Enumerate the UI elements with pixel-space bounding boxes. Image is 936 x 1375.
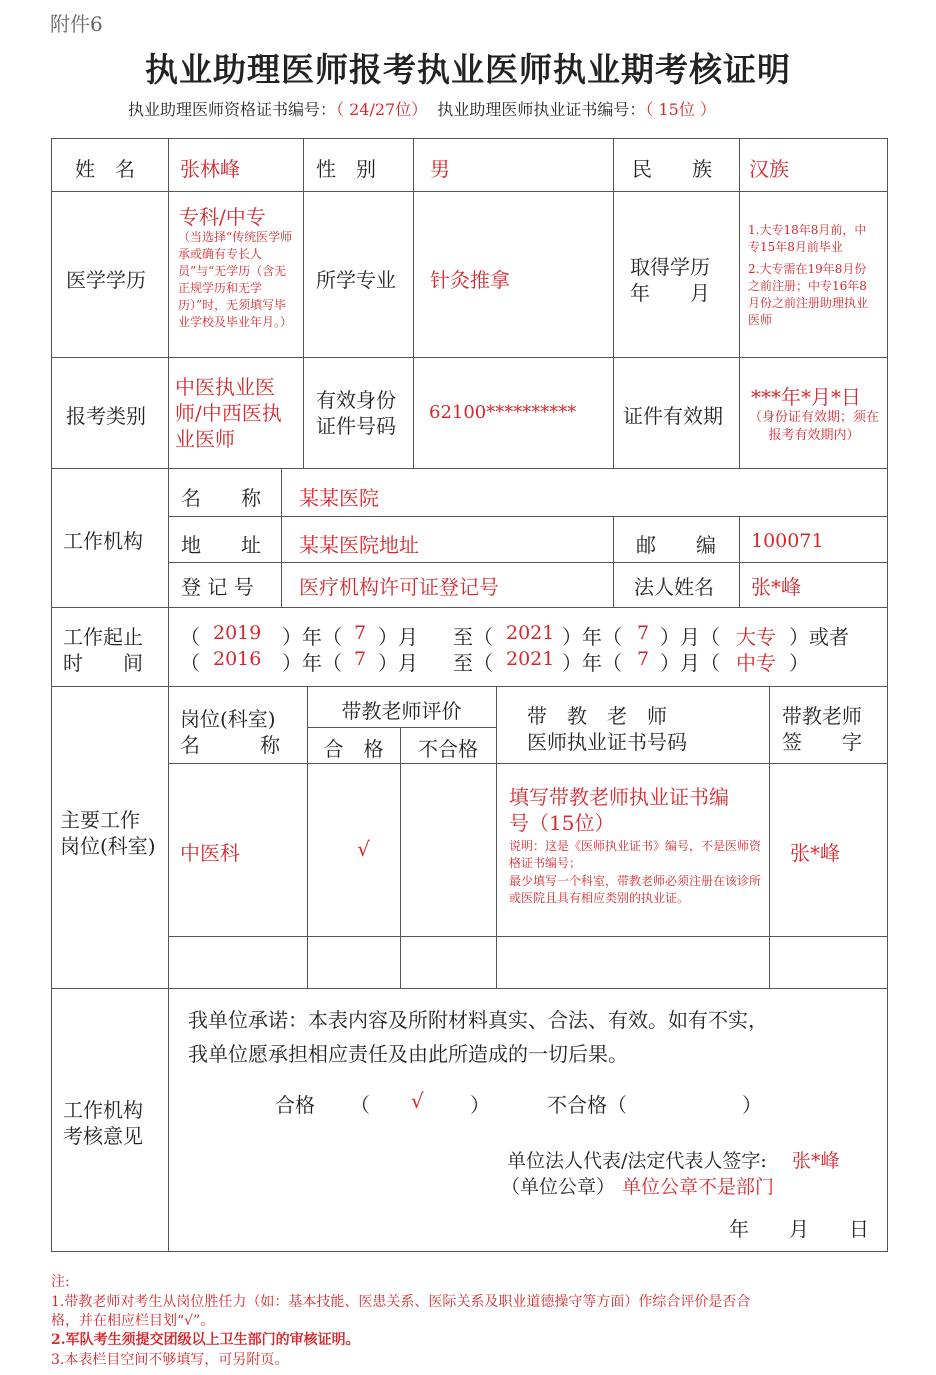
org-addr-label: 地 址 bbox=[181, 533, 261, 557]
paren-open: （ bbox=[180, 625, 200, 649]
cert-note-2: 最少填写一个科室，带教老师必须注册在该诊所或医院且具有相应类别的执业证。 bbox=[509, 874, 762, 905]
ethnic-label: 民 族 bbox=[632, 157, 712, 181]
review-label: 工作机构 bbox=[63, 1098, 143, 1122]
prac-cert-hint: （ 15位 ） bbox=[645, 100, 716, 119]
note-2: 2.军队考生须提交团级以上卫生部门的审核证明。 bbox=[51, 1332, 360, 1348]
level-tail-1: ）或者 bbox=[789, 625, 849, 649]
qual-cert-hint: （ 24/27位） bbox=[336, 100, 428, 119]
period-label: 工作起止 bbox=[63, 625, 143, 649]
edu-date-note-1: 1.大专18年8月前，中专15年8月前毕业 bbox=[748, 223, 867, 254]
end-month-2: 7 bbox=[637, 648, 650, 670]
edu-date-note-2: 2.大专需在19年8月份之前注册；中专16年8月份之前注册助理执业医师 bbox=[748, 262, 869, 327]
dept-value: 中医科 bbox=[180, 841, 240, 865]
note-3: 3.本表栏目空间不够填写，可另附页。 bbox=[51, 1352, 289, 1368]
cert-note-1: 说明：这是《医师执业证书》编号，不是医师资格证书编号； bbox=[509, 839, 762, 870]
edu-date-label-2: 年 月 bbox=[630, 281, 710, 305]
name-value: 张林峰 bbox=[180, 157, 240, 181]
end-year-1: 2021 bbox=[506, 622, 555, 644]
head-cert-2: 医师执业证书号码 bbox=[527, 730, 687, 754]
level-tail-2: ） bbox=[789, 651, 809, 675]
review-pass-open: （ bbox=[350, 1093, 370, 1117]
note-1: 1.带教老师对考生从岗位胜任力（如：基本技能、医患关系、医际关系及职业道德操守等方面）作综合评价是否合 bbox=[51, 1294, 751, 1310]
posts-label: 主要工作 bbox=[60, 808, 140, 832]
review-date: 年 月 日 bbox=[729, 1217, 869, 1241]
legal-name-label: 法人姓名 bbox=[634, 575, 714, 599]
end-year-2: 2021 bbox=[506, 648, 555, 670]
level-2: 中专 bbox=[736, 651, 776, 675]
to-label: 至（ bbox=[453, 625, 493, 649]
head-fail: 不合格 bbox=[418, 737, 478, 761]
start-year-2: 2016 bbox=[213, 648, 262, 670]
page-title: 执业助理医师报考执业医师执业期考核证明 bbox=[145, 50, 791, 89]
subtitle bbox=[128, 97, 716, 120]
to-label: 至（ bbox=[453, 651, 493, 675]
org-zip-label: 邮 编 bbox=[636, 533, 716, 557]
org-addr-value: 某某医院地址 bbox=[299, 533, 419, 557]
review-pass-label: 合格 bbox=[275, 1093, 315, 1117]
start-year-1: 2019 bbox=[213, 622, 262, 644]
start-month-1: 7 bbox=[354, 622, 367, 644]
id-label: 有效身份证件号码 bbox=[316, 388, 396, 438]
pledge-line-1: 我单位承诺：本表内容及所附材料真实、合法、有效。如有不实， bbox=[188, 1008, 768, 1032]
head-eval: 带教老师评价 bbox=[341, 699, 462, 723]
attachment-label: 附件6 bbox=[50, 12, 103, 36]
pledge-line-2: 我单位愿承担相应责任及由此所造成的一切后果。 bbox=[188, 1042, 628, 1066]
validity-value: ***年*月*日 bbox=[751, 385, 861, 409]
category-label: 报考类别 bbox=[66, 404, 146, 428]
end-month-1: 7 bbox=[637, 622, 650, 644]
education-note: （当选择“传统医学师承或确有专长人员”与“无学历（含无正规学历和无学历）”时，无须填写毕业学校及毕业年月。） bbox=[178, 230, 293, 329]
posts-label-2: 岗位(科室) bbox=[60, 834, 156, 858]
head-pass: 合 格 bbox=[323, 737, 384, 761]
seal-value: 单位公章不是部门 bbox=[622, 1176, 775, 1198]
month-sep: ）月 bbox=[378, 625, 418, 649]
level-1: 大专 bbox=[736, 625, 776, 649]
legal-name-value: 张*峰 bbox=[751, 575, 801, 599]
year-sep: ）年（ bbox=[562, 625, 622, 649]
notes-title: 注: bbox=[51, 1274, 70, 1290]
category-value: 中医执业医师/中西医执业医师 bbox=[175, 375, 282, 451]
head-dept-2: 名 称 bbox=[180, 733, 280, 757]
prac-cert-label: 执业助理医师执业证书编号： bbox=[437, 100, 646, 119]
id-value: 62100********** bbox=[429, 402, 577, 423]
paren-open: （ bbox=[180, 651, 200, 675]
rep-value: 张*峰 bbox=[792, 1150, 840, 1172]
major-value: 针灸推拿 bbox=[430, 268, 510, 292]
review-pass-close: ） bbox=[470, 1093, 490, 1117]
org-name-label: 名 称 bbox=[181, 486, 261, 510]
head-cert: 带 教 老 师 bbox=[527, 704, 667, 728]
year-sep: ）年（ bbox=[562, 651, 622, 675]
org-label: 工作机构 bbox=[63, 529, 143, 553]
qual-cert-label: 执业助理医师资格证书编号： bbox=[128, 100, 337, 119]
note-1-cont: 格，并在相应栏目划“√”。 bbox=[51, 1313, 215, 1329]
education-value: 专科/中专 bbox=[179, 205, 266, 229]
review-fail-close: ） bbox=[742, 1093, 762, 1117]
pass-check: √ bbox=[357, 837, 370, 861]
head-sign: 带教老师 bbox=[782, 704, 862, 728]
education-label: 医学学历 bbox=[66, 268, 146, 292]
org-reg-label: 登 记 号 bbox=[181, 575, 254, 599]
rep-label: 单位法人代表/法定代表人签字: bbox=[507, 1150, 767, 1172]
cert-value: 填写带教老师执业证书编号（15位） bbox=[509, 785, 729, 835]
gender-label: 性 别 bbox=[316, 157, 376, 181]
org-name-value: 某某医院 bbox=[299, 486, 379, 510]
edu-date-label: 取得学历 bbox=[630, 255, 710, 279]
start-month-2: 7 bbox=[354, 648, 367, 670]
seal-label: （单位公章） bbox=[501, 1176, 616, 1198]
name-label: 姓 名 bbox=[75, 157, 135, 181]
review-fail-label: 不合格（ bbox=[547, 1093, 627, 1117]
period-label-2: 时 间 bbox=[63, 651, 143, 675]
review-label-2: 考核意见 bbox=[63, 1124, 143, 1148]
org-reg-value: 医疗机构许可证登记号 bbox=[299, 575, 499, 599]
level-sep: ）月（ bbox=[660, 651, 720, 675]
head-dept: 岗位(科室) bbox=[180, 707, 276, 731]
validity-label: 证件有效期 bbox=[623, 404, 723, 428]
year-sep: ）年（ bbox=[282, 651, 342, 675]
org-zip-value: 100071 bbox=[751, 530, 824, 552]
validity-note: （身份证有效期；须在报考有效期内） bbox=[749, 410, 880, 443]
ethnic-value: 汉族 bbox=[749, 157, 789, 181]
review-pass-check: √ bbox=[411, 1089, 424, 1113]
head-sign-2: 签 字 bbox=[782, 730, 862, 754]
level-sep: ）月（ bbox=[660, 625, 720, 649]
month-sep: ）月 bbox=[378, 651, 418, 675]
sign-value: 张*峰 bbox=[790, 841, 840, 865]
gender-value: 男 bbox=[430, 157, 450, 181]
year-sep: ）年（ bbox=[282, 625, 342, 649]
major-label: 所学专业 bbox=[316, 268, 396, 292]
